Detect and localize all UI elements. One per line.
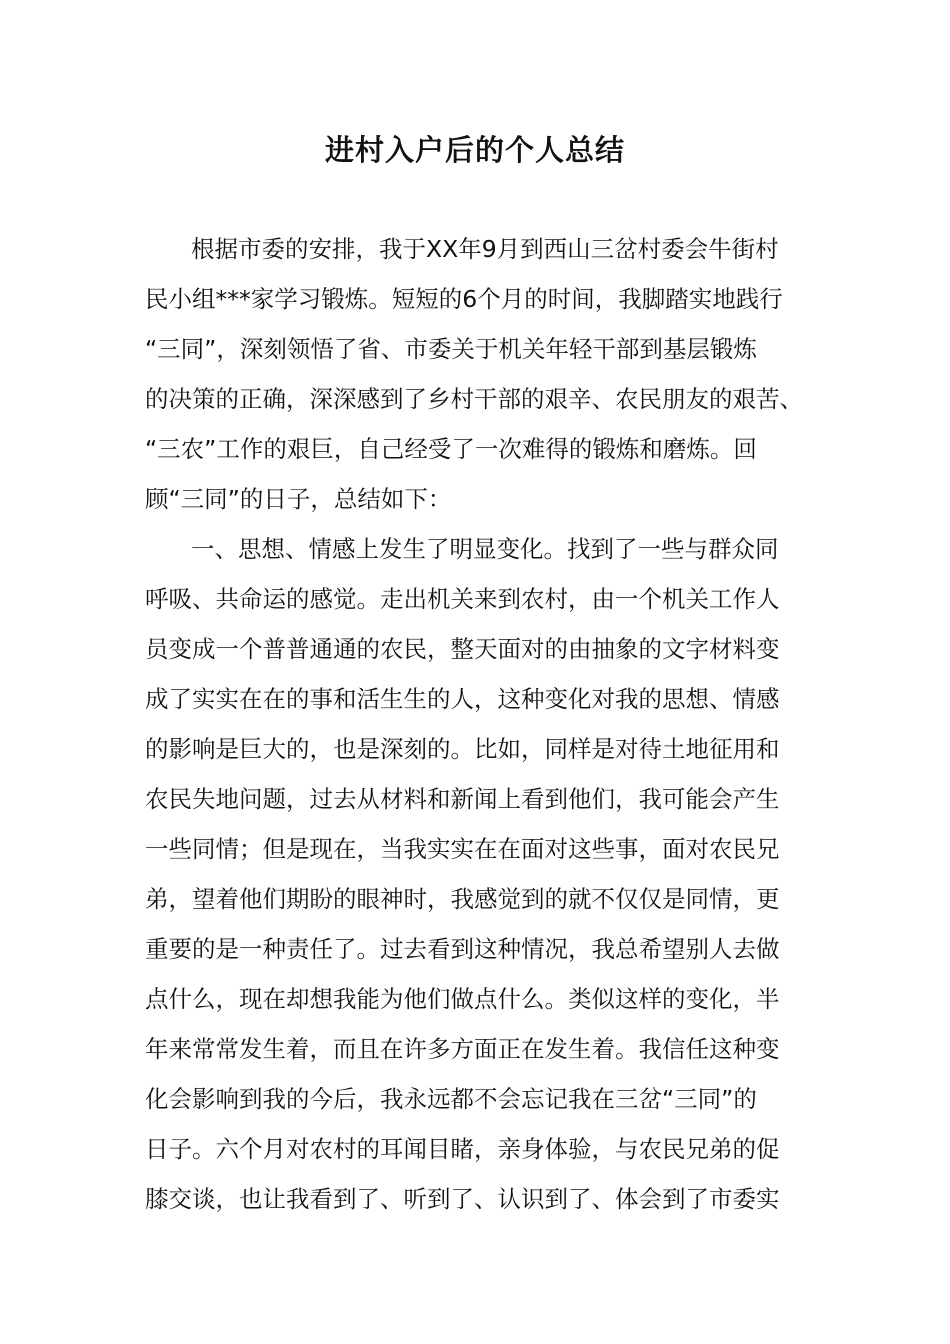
paragraph-line: 膝交谈，也让我看到了、听到了、认识到了、体会到了市委实 (145, 1185, 780, 1213)
paragraph-line: 成了实实在在的事和活生生的人，这种变化对我的思想、情感 (145, 685, 780, 713)
paragraph-line: 一、思想、情感上发生了明显变化。找到了一些与群众同 (191, 535, 779, 563)
paragraph-line: “三同”，深刻领悟了省、市委关于机关年轻干部到基层锻炼 (145, 335, 757, 363)
paragraph-line: 呼吸、共命运的感觉。走出机关来到农村，由一个机关工作人 (145, 585, 780, 613)
paragraph-line: 点什么，现在却想我能为他们做点什么。类似这样的变化，半 (145, 985, 780, 1013)
document-title: 进村入户后的个人总结 (324, 133, 625, 167)
paragraph-line: 化会影响到我的今后，我永远都不会忘记我在三岔“三同”的 (145, 1085, 757, 1113)
paragraph-line: “三农”工作的艰巨，自己经受了一次难得的锻炼和磨炼。回 (145, 435, 757, 463)
paragraph-line: 的决策的正确，深深感到了乡村干部的艰辛、农民朋友的艰苦、 (145, 385, 803, 413)
paragraph-line: 顾“三同”的日子，总结如下： (145, 485, 452, 513)
paragraph-line: 的影响是巨大的，也是深刻的。比如，同样是对待土地征用和 (145, 735, 780, 763)
paragraph-line: 根据市委的安排，我于XX年9月到西山三岔村委会牛街村 (191, 235, 779, 263)
paragraph-line: 弟，望着他们期盼的眼神时，我感觉到的就不仅仅是同情，更 (145, 885, 780, 913)
paragraph-line: 年来常常发生着，而且在许多方面正在发生着。我信任这种变 (145, 1035, 780, 1063)
paragraph-line: 日子。六个月对农村的耳闻目睹，亲身体验，与农民兄弟的促 (145, 1135, 780, 1163)
paragraph-line: 一些同情；但是现在，当我实实在在面对这些事，面对农民兄 (145, 835, 780, 863)
paragraph-line: 重要的是一种责任了。过去看到这种情况，我总希望别人去做 (145, 935, 780, 963)
document-body (145, 224, 815, 1224)
paragraph-line: 民小组***家学习锻炼。短短的6个月的时间，我脚踏实地践行 (145, 285, 783, 313)
paragraph-line: 员变成一个普普通通的农民，整天面对的由抽象的文字材料变 (145, 635, 780, 663)
paragraph-line: 农民失地问题，过去从材料和新闻上看到他们，我可能会产生 (145, 785, 780, 813)
